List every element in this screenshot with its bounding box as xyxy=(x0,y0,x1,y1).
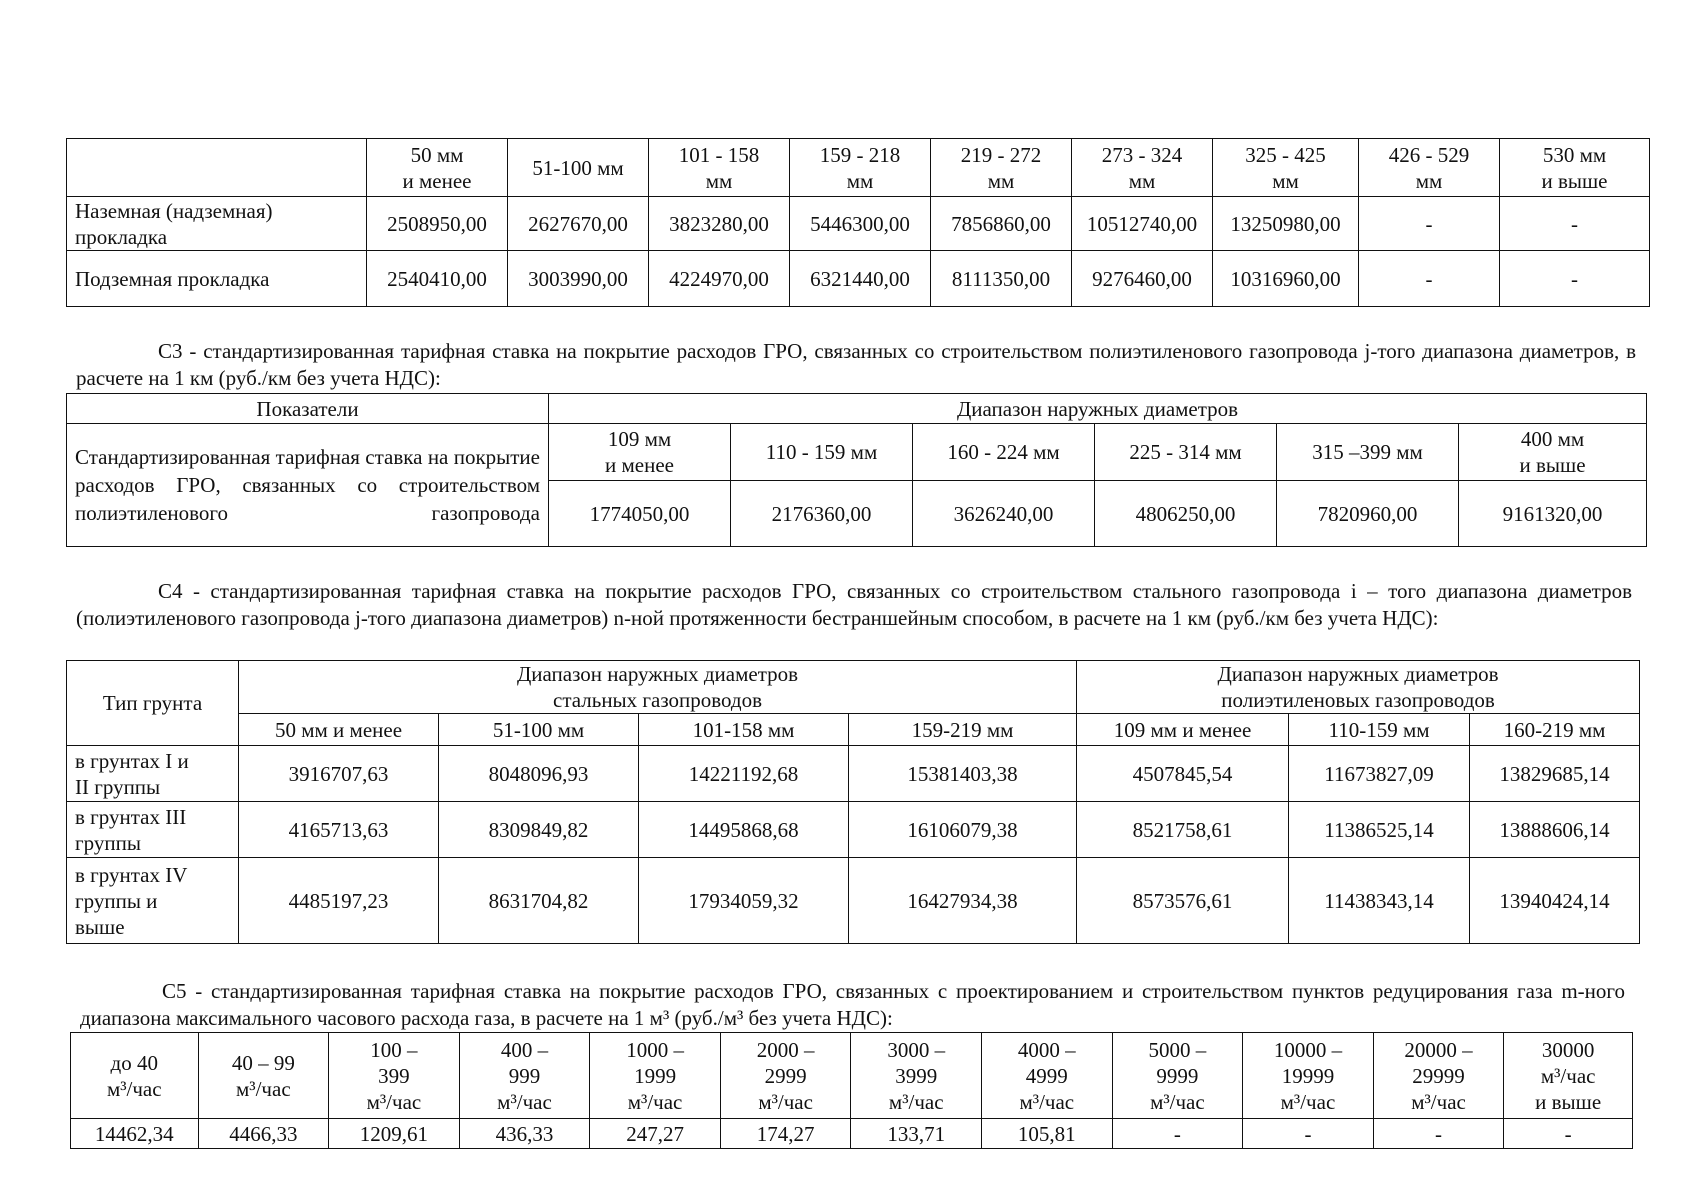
table-cell: - xyxy=(1243,1119,1374,1149)
table-cell: 8573576,61 xyxy=(1077,858,1289,944)
table-row xyxy=(67,858,1640,944)
table-cell: 2627670,00 xyxy=(508,197,649,251)
table-cell: 10316960,00 xyxy=(1213,251,1359,307)
table-cell: - xyxy=(1359,197,1500,251)
table-cell: 105,81 xyxy=(982,1119,1113,1149)
paragraph-c5: С5 - стандартизированная тарифная ставка на покрытие расходов ГРО, связанных с проектированием и строительством пунктов редуцирования газа m-ного диапазона максимального часового расхода газа, в расчете на 1 м³ (руб./м³ без учета НДС): xyxy=(80,979,1625,1030)
table3-pe-header: Диапазон наружных диаметров полиэтиленовых газопроводов xyxy=(1077,661,1640,714)
row-label: в грунтах IV группы и выше xyxy=(67,858,239,944)
table1-header: 325 - 425 мм xyxy=(1213,139,1359,197)
table-cell: 7820960,00 xyxy=(1277,481,1459,547)
table3-diameter: 51-100 мм xyxy=(439,714,639,746)
table-cell: 4485197,23 xyxy=(239,858,439,944)
table-row xyxy=(67,802,1640,858)
table1-header: 51-100 мм xyxy=(508,139,649,197)
table-cell: 3916707,63 xyxy=(239,746,439,802)
table-row xyxy=(67,197,1650,251)
table-cell: 9161320,00 xyxy=(1459,481,1647,547)
table-row xyxy=(67,746,1640,802)
table-cell: 13829685,14 xyxy=(1470,746,1640,802)
table4-header: 100 – 399 м³/час xyxy=(329,1033,460,1119)
trenchless-rate-table xyxy=(66,660,1640,944)
table-cell: - xyxy=(1504,1119,1633,1149)
table2-diameter: 315 –399 мм xyxy=(1277,424,1459,481)
table-cell: 17934059,32 xyxy=(639,858,849,944)
table-row xyxy=(71,1119,1633,1149)
table3-col-header: Тип грунта xyxy=(67,661,239,746)
table-cell: 8048096,93 xyxy=(439,746,639,802)
table-cell: - xyxy=(1112,1119,1243,1149)
table-cell: 2508950,00 xyxy=(367,197,508,251)
table1-header: 426 - 529 мм xyxy=(1359,139,1500,197)
table-cell: 1209,61 xyxy=(329,1119,460,1149)
table4-header: 30000 м³/час и выше xyxy=(1504,1033,1633,1119)
table1-header-empty xyxy=(67,139,367,197)
table-cell: 2176360,00 xyxy=(731,481,913,547)
table-cell: 4507845,54 xyxy=(1077,746,1289,802)
table-cell: 436,33 xyxy=(459,1119,590,1149)
row-label: Подземная прокладка xyxy=(67,251,367,307)
paragraph-c3: С3 - стандартизированная тарифная ставка на покрытие расходов ГРО, связанных со строительством полиэтиленового газопровода j-того диапазона диаметров, в расчете на 1 км (руб./км без учета НДС): xyxy=(76,339,1636,390)
table-cell: 247,27 xyxy=(590,1119,721,1149)
table-cell: 5446300,00 xyxy=(790,197,931,251)
table-cell: 8309849,82 xyxy=(439,802,639,858)
table-cell: - xyxy=(1373,1119,1504,1149)
table4-header: 5000 – 9999 м³/час xyxy=(1112,1033,1243,1119)
table4-header: 4000 – 4999 м³/час xyxy=(982,1033,1113,1119)
table-cell: 3003990,00 xyxy=(508,251,649,307)
table3-steel-header: Диапазон наружных диаметров стальных газопроводов xyxy=(239,661,1077,714)
table2-diameter: 110 - 159 мм xyxy=(731,424,913,481)
table-cell: - xyxy=(1359,251,1500,307)
table1-header: 219 - 272 мм xyxy=(931,139,1072,197)
table3-diameter: 110-159 мм xyxy=(1289,714,1470,746)
table-cell: 14462,34 xyxy=(71,1119,199,1149)
table-cell: 10512740,00 xyxy=(1072,197,1213,251)
table-cell: 2540410,00 xyxy=(367,251,508,307)
table-cell: 4466,33 xyxy=(198,1119,329,1149)
table-cell: 11386525,14 xyxy=(1289,802,1470,858)
table2-diameter: 225 - 314 мм xyxy=(1095,424,1277,481)
table-cell: 133,71 xyxy=(851,1119,982,1149)
row-label: Наземная (надземная) прокладка xyxy=(67,197,367,251)
table-cell: 7856860,00 xyxy=(931,197,1072,251)
table-cell: 4224970,00 xyxy=(649,251,790,307)
table1-header: 101 - 158 мм xyxy=(649,139,790,197)
table1-header: 273 - 324 мм xyxy=(1072,139,1213,197)
gas-reduction-rate-table xyxy=(70,1032,1633,1149)
table-cell: 11673827,09 xyxy=(1289,746,1470,802)
table-cell: 16427934,38 xyxy=(849,858,1077,944)
table-cell: 8631704,82 xyxy=(439,858,639,944)
table3-diameter: 160-219 мм xyxy=(1470,714,1640,746)
table2-diameter: 109 мм и менее xyxy=(549,424,731,481)
table2-diameter: 400 мм и выше xyxy=(1459,424,1647,481)
table4-header: 3000 – 3999 м³/час xyxy=(851,1033,982,1119)
table1-header: 530 мм и выше xyxy=(1500,139,1650,197)
paragraph-c4: С4 - стандартизированная тарифная ставка на покрытие расходов ГРО, связанных со строительством стального газопровода i – того диапазона диаметров (полиэтиленового газопровода j-того диапазона диаметров) n-ной протяженности бестраншейным способом, в расчете на 1 км (руб./км без учета НДС): xyxy=(76,579,1632,630)
table-cell: 4165713,63 xyxy=(239,802,439,858)
table4-header: 20000 – 29999 м³/час xyxy=(1373,1033,1504,1119)
table4-header: 40 – 99 м³/час xyxy=(198,1033,329,1119)
table-cell: 11438343,14 xyxy=(1289,858,1470,944)
table-cell: 4806250,00 xyxy=(1095,481,1277,547)
table3-diameter: 50 мм и менее xyxy=(239,714,439,746)
table-cell: 15381403,38 xyxy=(849,746,1077,802)
table-cell: 14495868,68 xyxy=(639,802,849,858)
table-cell: 13888606,14 xyxy=(1470,802,1640,858)
table2-col-header: Показатели xyxy=(67,394,549,424)
table-cell: 14221192,68 xyxy=(639,746,849,802)
row-label: в грунтах I и II группы xyxy=(67,746,239,802)
table4-header: 400 – 999 м³/час xyxy=(459,1033,590,1119)
polyethylene-rate-table xyxy=(66,393,1647,547)
table-cell: 13940424,14 xyxy=(1470,858,1640,944)
table2-row-label: Стандартизированная тарифная ставка на покрытие расходов ГРО, связанных со строительством полиэтиленового газопровода xyxy=(67,424,549,547)
table-cell: 13250980,00 xyxy=(1213,197,1359,251)
table-cell: 9276460,00 xyxy=(1072,251,1213,307)
table-cell: 3626240,00 xyxy=(913,481,1095,547)
pipeline-rate-table xyxy=(66,138,1650,307)
table-cell: 1774050,00 xyxy=(549,481,731,547)
table-cell: - xyxy=(1500,251,1650,307)
table4-header: до 40 м³/час xyxy=(71,1033,199,1119)
table4-header: 2000 – 2999 м³/час xyxy=(720,1033,851,1119)
table-cell: 6321440,00 xyxy=(790,251,931,307)
table1-header: 159 - 218 мм xyxy=(790,139,931,197)
table3-diameter: 159-219 мм xyxy=(849,714,1077,746)
row-label: в грунтах III группы xyxy=(67,802,239,858)
table2-range-header: Диапазон наружных диаметров xyxy=(549,394,1647,424)
table4-header: 1000 – 1999 м³/час xyxy=(590,1033,721,1119)
table3-diameter: 109 мм и менее xyxy=(1077,714,1289,746)
table-cell: 8111350,00 xyxy=(931,251,1072,307)
table-cell: 8521758,61 xyxy=(1077,802,1289,858)
table-row xyxy=(67,251,1650,307)
table-cell: 16106079,38 xyxy=(849,802,1077,858)
table1-header: 50 мм и менее xyxy=(367,139,508,197)
table-cell: - xyxy=(1500,197,1650,251)
table-cell: 3823280,00 xyxy=(649,197,790,251)
table4-header: 10000 – 19999 м³/час xyxy=(1243,1033,1374,1119)
table-cell: 174,27 xyxy=(720,1119,851,1149)
table2-diameter: 160 - 224 мм xyxy=(913,424,1095,481)
table3-diameter: 101-158 мм xyxy=(639,714,849,746)
